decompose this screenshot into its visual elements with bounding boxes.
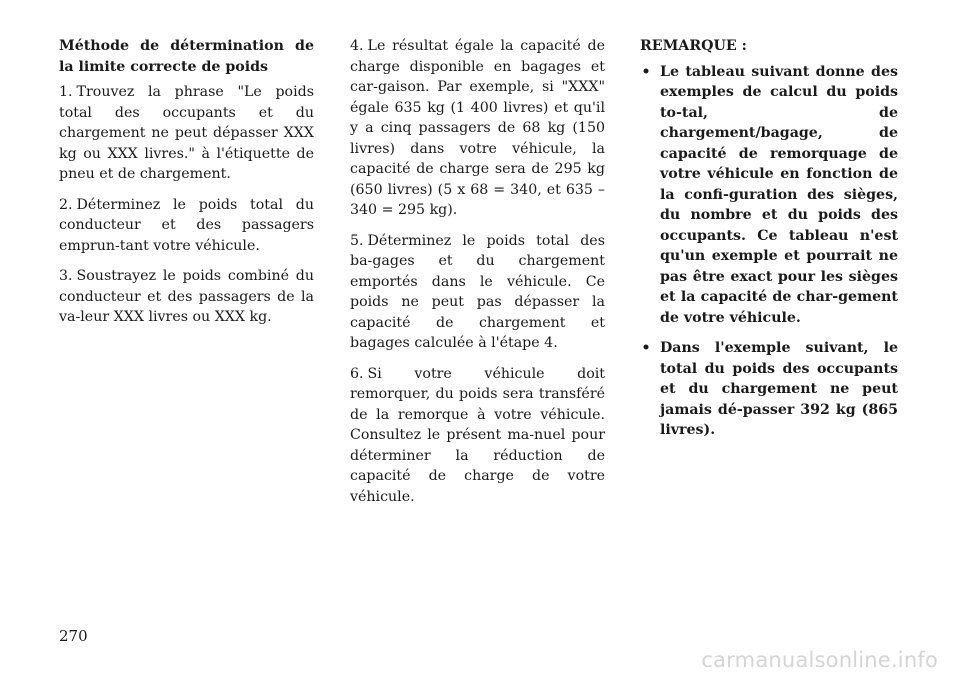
step-5 (350, 231, 605, 354)
step-number: 4. (350, 38, 364, 54)
note-bullet-1 (640, 62, 898, 329)
bullet-text: Le tableau suivant donne des exemples de calcul du poids to-tal, de chargement/bagage, de capacité de remorquage de votre véhicule en fonction de la confi-guration des sièges, du nombre et du poids des occupants. Ce tableau n'est qu'un exemple et pourrait ne pas être exact pour les sièges et la capacité de char-gement de votre véhicule. (660, 63, 898, 326)
section-heading: Méthode de détermination de la limite correcte de poids (59, 38, 314, 75)
step-text: Déterminez le poids total des ba-gages et du chargement emportés dans le véhicule. Ce poids ne peut pas dépasser la capacité de chargement et bagages calculée à l'étape 4. (350, 232, 605, 351)
column-right (640, 36, 898, 451)
bullet-icon: • (641, 340, 651, 356)
step-1 (59, 82, 314, 185)
column-left (59, 36, 314, 338)
step-text: Trouvez la phrase "Le poids total des occupants et du chargement ne peut dépasser XXX kg ou XXX livres." à l'étiquette de pneu et de chargement. (59, 84, 314, 182)
step-number: 5. (350, 232, 364, 249)
note-bullet-list (640, 62, 898, 441)
step-4 (350, 36, 605, 221)
step-number: 6. (350, 365, 364, 382)
note-title: REMARQUE : (640, 38, 747, 54)
step-3 (59, 266, 314, 328)
step-2 (59, 195, 314, 257)
step-text: Déterminez le poids total du conducteur et des passagers emprun-tant votre véhicule. (59, 196, 314, 254)
step-text: Si votre véhicule doit remorquer, du poids sera transféré de la remorque à votre véhicule. Consultez le présent ma-nuel pour déterminer la réduction de capacité de charge de votre véhicule. (350, 365, 605, 505)
step-number: 1. (59, 84, 73, 100)
column-middle (350, 36, 605, 517)
step-text: Le résultat égale la capacité de charge disponible en bagages et car-gaison. Par exemple, si "XXX" égale 635 kg (1 400 livres) et qu'il y a cinq passagers de 68 kg (150 livres) dans votre véhicule, la capacité de charge sera de 295 kg (650 livres) (5 x 68 = 340, et 635 – 340 = 295 kg). (350, 38, 605, 218)
bullet-text: Dans l'exemple suivant, le total du poids des occupants et du chargement ne peut jamais dé-passer 392 kg (865 livres). (660, 340, 898, 438)
bullet-icon: • (641, 63, 651, 80)
page-number: 270 (59, 627, 88, 645)
step-number: 3. (59, 268, 73, 284)
step-6 (350, 364, 605, 508)
step-text: Soustrayez le poids combiné du conducteur et des passagers de la va-leur XXX livres ou XXX kg. (59, 268, 314, 325)
watermark: carmanualsonline.info (701, 648, 938, 672)
step-number: 2. (59, 196, 73, 213)
note-bullet-2 (640, 338, 898, 441)
